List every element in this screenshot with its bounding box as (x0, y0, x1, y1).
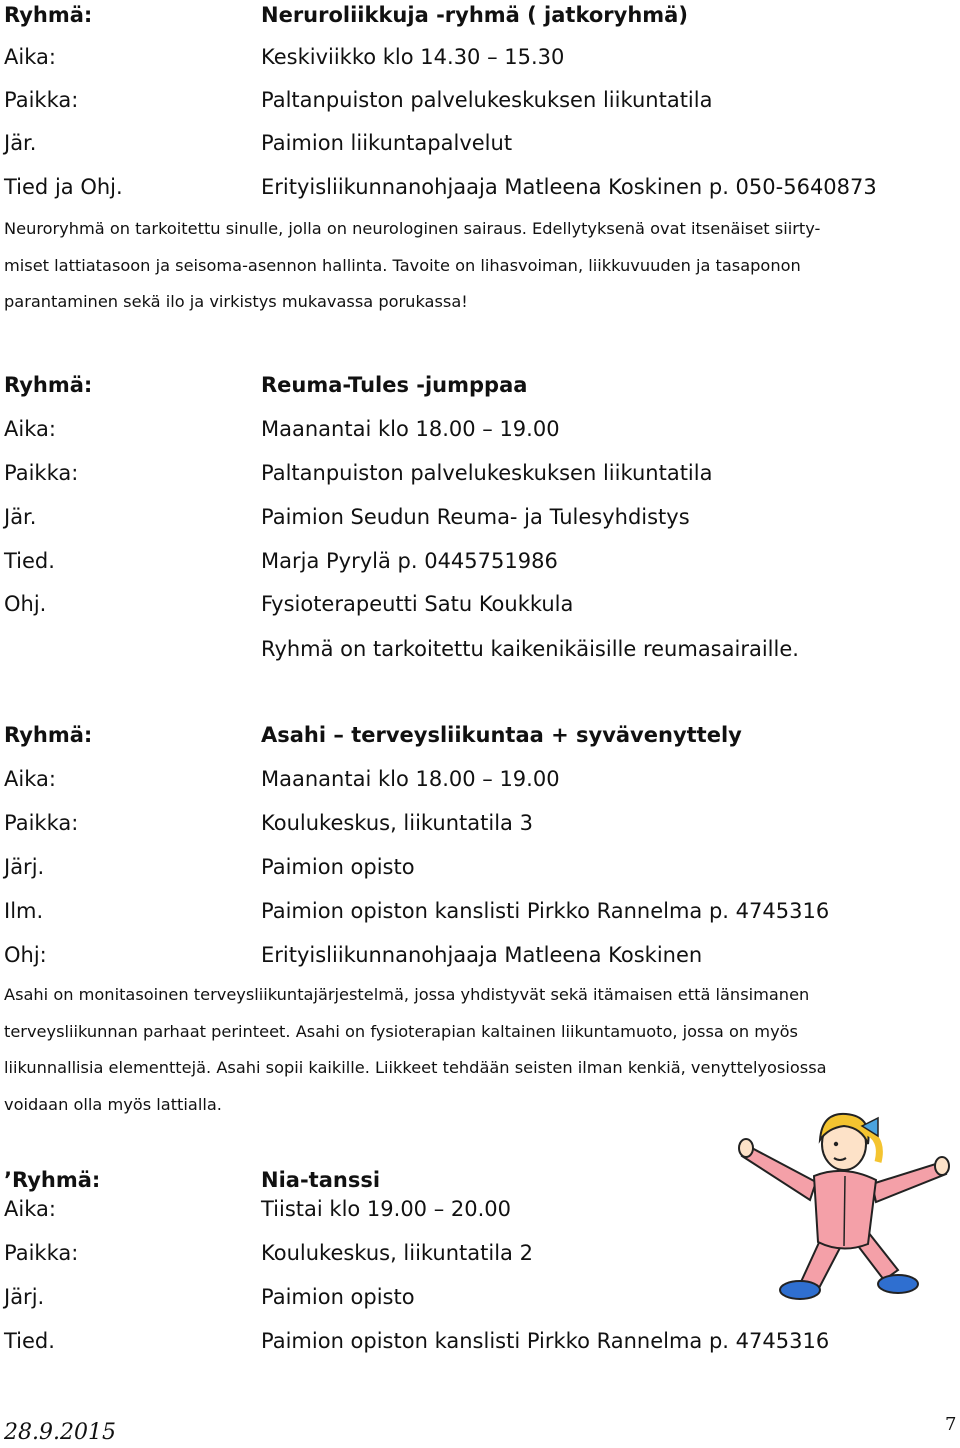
label-time: Aika: (4, 45, 56, 69)
label-instructor: Ohj. (4, 592, 47, 616)
label-registration: Ilm. (4, 899, 44, 923)
label-organizer: Jär. (4, 131, 37, 155)
description-line: Neuroryhmä on tarkoitettu sinulle, jolla on neurologinen sairaus. Edellytyksenä ovat itsenäiset siirty- (4, 219, 821, 238)
label-group: Ryhmä: (4, 373, 93, 397)
group-description (4, 211, 820, 321)
value-info: Erityisliikunnanohjaaja Matleena Koskinen p. 050-5640873 (261, 175, 877, 199)
description-line: miset lattiatasoon ja seisoma-asennon hallinta. Tavoite on lihasvoiman, liikkuvuuden ja tasaponon (4, 255, 801, 275)
value-place: Koulukeskus, liikuntatila 3 (261, 811, 533, 835)
stretching-figure-illustration (738, 1104, 950, 1312)
label-place: Paikka: (4, 811, 79, 835)
value-time: Maanantai klo 18.00 – 19.00 (261, 767, 560, 791)
group-description (4, 977, 827, 1123)
footer-date: 28.9.2015 (4, 1420, 116, 1445)
label-group: Ryhmä: (4, 3, 93, 27)
value-instructor: Fysioterapeutti Satu Koukkula (261, 592, 574, 616)
value-place: Paltanpuiston palvelukeskuksen liikuntatila (261, 88, 713, 112)
label-time: Aika: (4, 767, 56, 791)
label-group: ’Ryhmä: (4, 1168, 101, 1192)
label-group: Ryhmä: (4, 723, 93, 747)
value-info: Marja Pyrylä p. 0445751986 (261, 549, 558, 573)
label-instructor: Ohj: (4, 943, 47, 967)
value-info: Paimion opiston kanslisti Pirkko Rannelma p. 4745316 (261, 1329, 830, 1353)
label-time: Aika: (4, 1197, 56, 1221)
description-line: terveysliikunnan parhaat perinteet. Asahi on fysioterapian kaltainen liikuntamuoto, jossa on myös (4, 1021, 798, 1041)
label-time: Aika: (4, 417, 56, 441)
label-organizer: Järj. (4, 855, 45, 879)
value-organizer: Paimion Seudun Reuma- ja Tulesyhdistys (261, 505, 690, 529)
value-organizer: Paimion opisto (261, 1285, 415, 1309)
group-title: Reuma-Tules -jumppaa (261, 373, 528, 397)
description-line: voidaan olla myös lattialla. (4, 1094, 222, 1114)
value-place: Paltanpuiston palvelukeskuksen liikuntatila (261, 461, 713, 485)
label-organizer: Jär. (4, 505, 37, 529)
label-place: Paikka: (4, 461, 79, 485)
value-time: Keskiviikko klo 14.30 – 15.30 (261, 45, 565, 69)
label-place: Paikka: (4, 88, 79, 112)
group-title: Neruroliikkuja -ryhmä ( jatkoryhmä) (261, 3, 688, 27)
label-place: Paikka: (4, 1241, 79, 1265)
value-time: Maanantai klo 18.00 – 19.00 (261, 417, 560, 441)
label-organizer: Järj. (4, 1285, 45, 1309)
label-info: Tied. (4, 549, 55, 573)
description-line: liikunnallisia elementtejä. Asahi sopii kaikille. Liikkeet tehdään seisten ilman kenkiä, venyttelyosiossa (4, 1058, 827, 1077)
value-registration: Paimion opiston kanslisti Pirkko Rannelma p. 4745316 (261, 899, 830, 923)
value-organizer: Paimion opisto (261, 855, 415, 879)
group-title: Nia-tanssi (261, 1168, 381, 1192)
label-info: Tied. (4, 1329, 55, 1353)
value-instructor: Erityisliikunnanohjaaja Matleena Koskinen (261, 943, 703, 967)
value-place: Koulukeskus, liikuntatila 2 (261, 1241, 533, 1265)
description-line: Asahi on monitasoinen terveysliikuntajärjestelmä, jossa yhdistyvät sekä itämaisen että länsimanen (4, 985, 810, 1004)
group-note: Ryhmä on tarkoitettu kaikenikäisille reumasairaille. (261, 637, 799, 661)
description-line: parantaminen sekä ilo ja virkistys mukavassa porukassa! (4, 292, 468, 311)
group-title: Asahi – terveysliikuntaa + syvävenyttely (261, 723, 742, 747)
value-time: Tiistai klo 19.00 – 20.00 (261, 1197, 512, 1221)
page-number: 7 (945, 1414, 957, 1435)
value-organizer: Paimion liikuntapalvelut (261, 131, 513, 155)
label-info: Tied ja Ohj. (4, 175, 123, 199)
